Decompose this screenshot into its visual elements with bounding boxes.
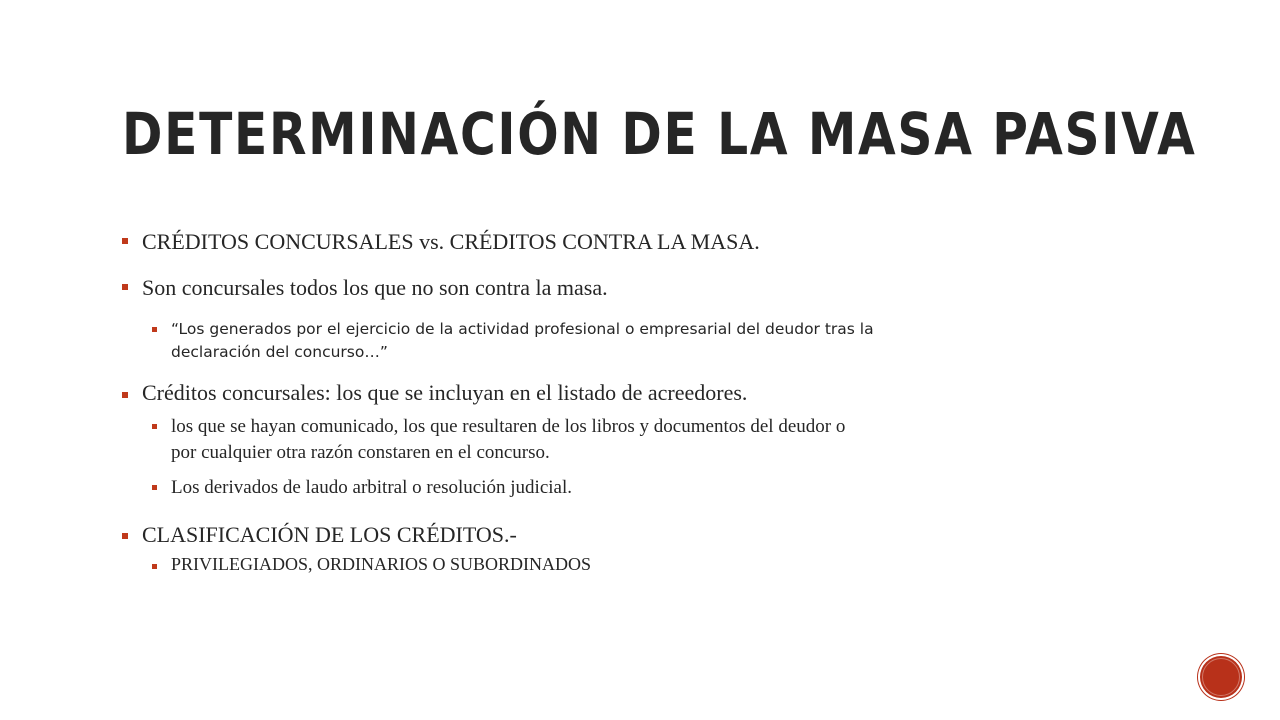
circle-inner-ring [1202,658,1240,696]
bullet-marker [122,238,128,244]
bullet-marker [152,327,157,332]
bullet-marker [122,392,128,398]
bullet-marker [152,564,157,569]
bullet-marker [122,284,128,290]
bullet-text: Los derivados de laudo arbitral o resolución judicial. [171,477,572,498]
bullet-text: PRIVILEGIADOS, ORDINARIOS O SUBORDINADOS [171,554,592,574]
quote-line-1: “Los generados por el ejercicio de la actividad profesional o empresarial del deudor tras la [171,320,874,338]
bullet-text: CLASIFICACIÓN DE LOS CRÉDITOS.- [142,522,517,547]
sub-bullet-line-2: por cualquier otra razón constaren en el concurso. [171,442,550,463]
next-slide-circle-icon[interactable] [1198,654,1244,700]
sub-bullet-line-1: los que se hayan comunicado, los que resultaren de los libros y documentos del deudor o [171,416,846,437]
bullet-marker [152,485,157,490]
bullet-text: Créditos concursales: los que se incluyan en el listado de acreedores. [142,380,748,405]
bullet-marker [122,533,128,539]
slide-title: DETERMINACIÓN DE LA MASA PASIVA [122,100,1197,168]
bullet-text: Son concursales todos los que no son contra la masa. [142,275,608,300]
bullet-text: CRÉDITOS CONCURSALES vs. CRÉDITOS CONTRA LA MASA. [142,229,760,254]
quote-line-2: declaración del concurso…” [171,343,388,361]
bullet-marker [152,424,157,429]
